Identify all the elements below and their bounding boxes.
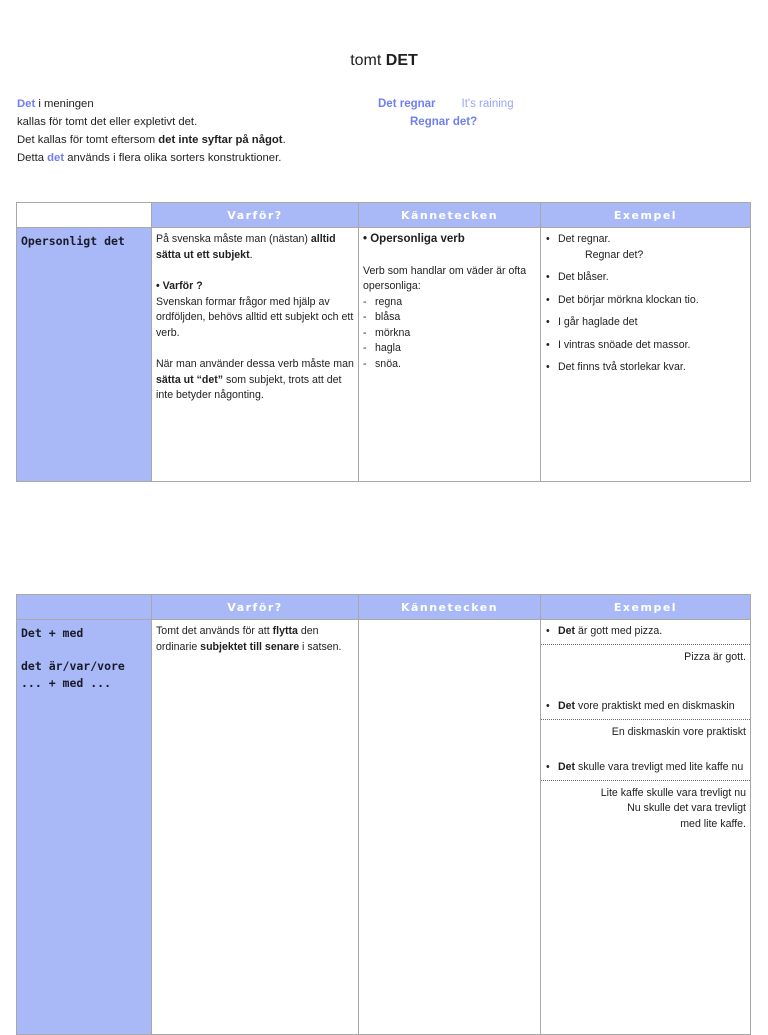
title-prefix: tomt bbox=[350, 52, 382, 69]
header-signs: Kännetecken bbox=[359, 203, 541, 228]
why-p1: På svenska måste man (nästan) bbox=[156, 233, 311, 245]
example-text: är gott med pizza. bbox=[575, 625, 663, 637]
header-signs: Kännetecken bbox=[359, 595, 541, 620]
header-why: Varför? bbox=[152, 595, 359, 620]
why-t3: i satsen. bbox=[299, 640, 342, 653]
row-label-line3: ... + med ... bbox=[21, 676, 112, 690]
verb-list bbox=[363, 295, 536, 373]
example-question: Regnar det? bbox=[410, 116, 478, 128]
page-title bbox=[0, 52, 768, 70]
example-item bbox=[545, 624, 746, 665]
list-item: - hagla bbox=[363, 341, 536, 357]
row-label-line2: det är/var/vore bbox=[21, 659, 125, 673]
example-bold: Det bbox=[558, 700, 576, 712]
why-p1-end: . bbox=[249, 248, 253, 261]
row-label-line1: Det + med bbox=[21, 626, 84, 640]
why-p3-end: som subjekt, trots att det inte betyder någonting. bbox=[156, 373, 342, 401]
row-label bbox=[17, 620, 152, 1035]
example-first: Det regnar. bbox=[558, 233, 611, 245]
list-item: - snöa. bbox=[363, 357, 536, 373]
example-translation: Lite kaffe skulle vara trevligt nu bbox=[600, 786, 746, 799]
list-item: - regna bbox=[363, 295, 536, 311]
example-translation-2: Nu skulle det vara trevligt med lite kaffe. bbox=[627, 802, 746, 830]
why-t1: Tomt det används för att bbox=[156, 625, 273, 637]
header-examples: Exempel bbox=[541, 203, 751, 228]
header-empty bbox=[17, 203, 152, 228]
signs-heading: • Opersonliga verb bbox=[363, 233, 465, 245]
header-why: Varför? bbox=[152, 203, 359, 228]
signs-cell bbox=[359, 228, 541, 482]
why-cell bbox=[152, 228, 359, 482]
intro-line3-end: . bbox=[282, 134, 286, 146]
why-p3: När man använder dessa verb måste man bbox=[156, 358, 354, 370]
why-heading: • Varför ? bbox=[156, 280, 203, 292]
intro-line4-end: används i flera olika sorters konstruktioner. bbox=[64, 152, 282, 164]
signs-text: Verb som handlar om väder är ofta opersonliga: bbox=[363, 264, 527, 292]
list-item: - blåsa bbox=[363, 310, 536, 326]
example-item bbox=[545, 760, 746, 832]
why-p2: Svenskan formar frågor med hjälp av ordföljden, behövs alltid ett subjekt och ett verb. bbox=[156, 295, 354, 339]
intro-det: Det bbox=[17, 98, 36, 110]
intro-line3-start: Det kallas för tomt eftersom bbox=[17, 134, 159, 146]
example-sentence: Det regnar bbox=[378, 98, 436, 110]
table-impersonal-det bbox=[16, 202, 751, 482]
header-examples: Exempel bbox=[541, 595, 751, 620]
example-list bbox=[545, 232, 746, 376]
example-bold: Det bbox=[558, 625, 576, 637]
list-item: • Det börjar mörkna klockan tio. bbox=[545, 293, 746, 309]
list-item: • I vintras snöade det massor. bbox=[545, 338, 746, 354]
row-label: Opersonligt det bbox=[17, 228, 152, 482]
intro-line1: i meningen bbox=[35, 98, 94, 110]
side-example bbox=[378, 95, 514, 131]
list-item: • I går haglade det bbox=[545, 315, 746, 331]
intro-line2: kallas för tomt det eller expletivt det. bbox=[17, 116, 198, 128]
list-item: • Det finns två storlekar kvar. bbox=[545, 360, 746, 376]
example-translation: It's raining bbox=[461, 98, 514, 110]
title-bold: DET bbox=[385, 52, 418, 69]
example-text: skulle vara trevligt med lite kaffe nu bbox=[575, 761, 744, 773]
why-cell bbox=[152, 620, 359, 1035]
why-b2: subjektet till senare bbox=[200, 640, 300, 653]
signs-cell bbox=[359, 620, 541, 1035]
intro-line4-start: Detta bbox=[17, 152, 48, 164]
intro-line4-accent: det bbox=[47, 152, 65, 164]
list-item: • Det blåser. bbox=[545, 270, 746, 286]
intro-text bbox=[17, 95, 286, 167]
list-item bbox=[545, 232, 746, 263]
intro-line3-bold: det inte syftar på något bbox=[158, 134, 283, 146]
example-bold: Det bbox=[558, 761, 576, 773]
examples-cell bbox=[541, 620, 751, 1035]
examples-cell bbox=[541, 228, 751, 482]
list-item: - mörkna bbox=[363, 326, 536, 342]
example-first-sub: Regnar det? bbox=[585, 248, 644, 261]
why-t2: den ordinarie bbox=[156, 625, 319, 653]
why-b1: flytta bbox=[272, 625, 298, 637]
table-det-med bbox=[16, 594, 751, 1035]
example-text: vore praktiskt med en diskmaskin bbox=[575, 700, 735, 712]
example-translation: En diskmaskin vore praktiskt bbox=[611, 725, 746, 738]
example-translation: Pizza är gott. bbox=[684, 650, 746, 663]
example-item bbox=[545, 699, 746, 740]
why-p3-bold: sätta ut “det” bbox=[156, 373, 224, 386]
why-p1-bold: alltid sätta ut ett subjekt bbox=[156, 233, 336, 261]
header-empty bbox=[17, 595, 152, 620]
